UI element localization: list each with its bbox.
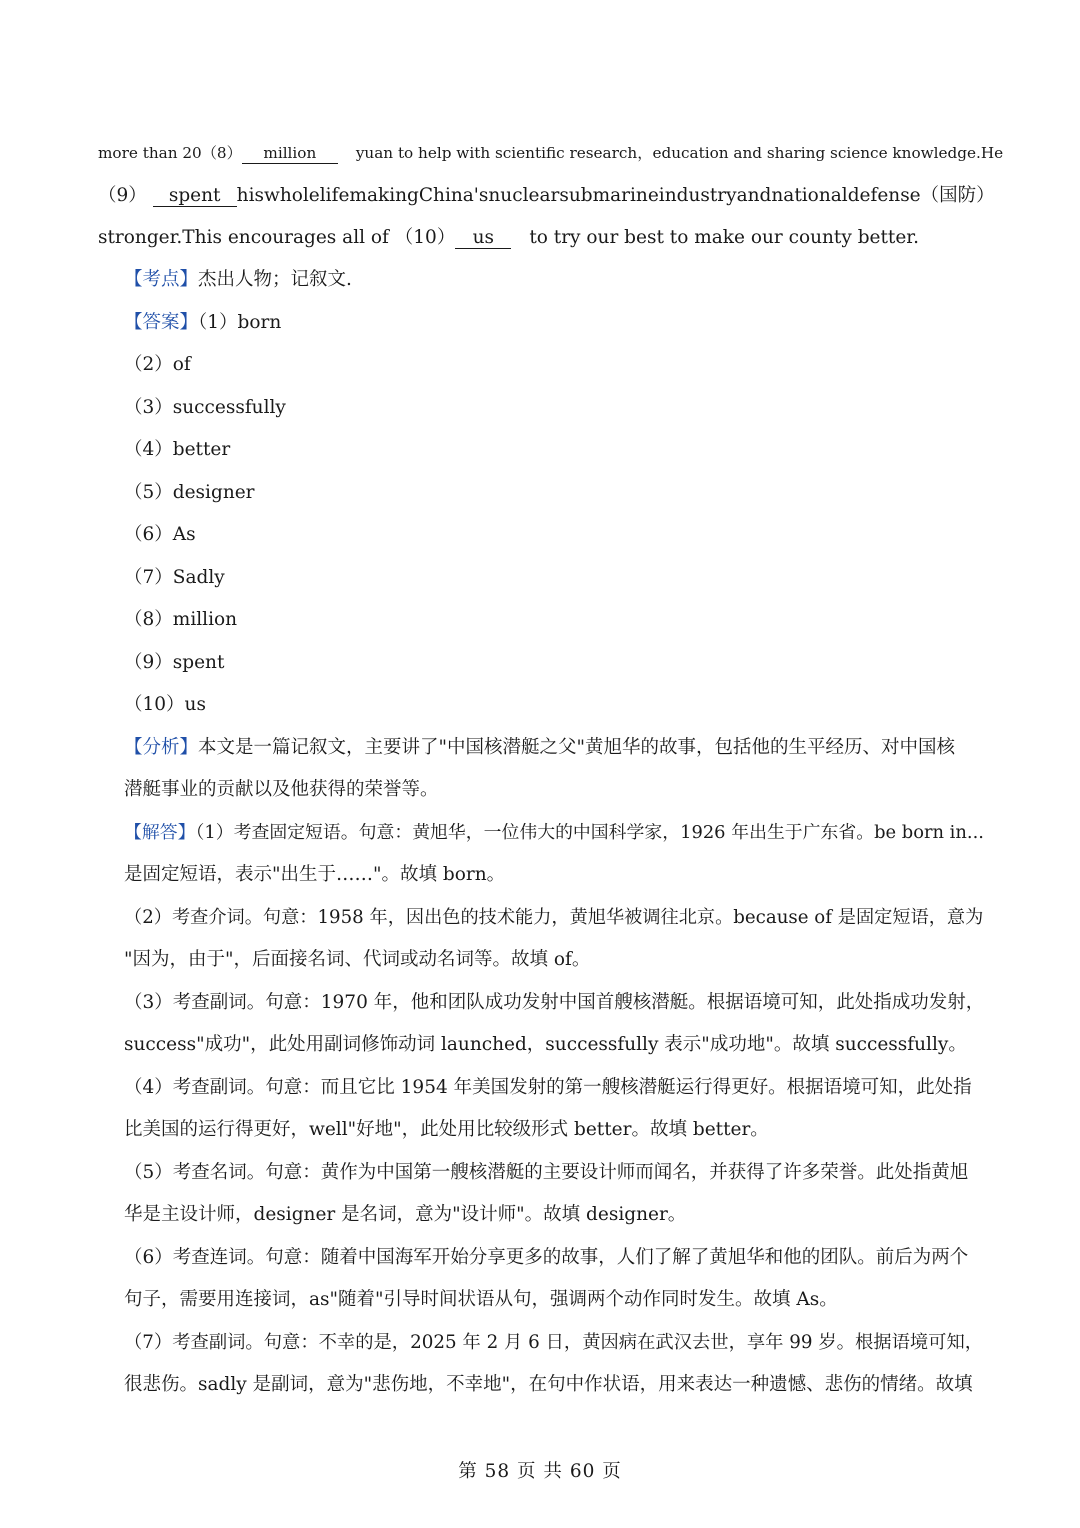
- solution-line: （7）考查副词。句意：不幸的是，2025 年 2 月 6 日，黄因病在武汉去世，享年 99 岁。根据语境可知，: [124, 1332, 984, 1353]
- solution-line: 华是主设计师，designer 是名词，意为"设计师"。故填 designer。: [124, 1204, 687, 1225]
- passage-line-1-pre: more than 20（8）: [98, 144, 242, 162]
- analysis-text: 本文是一篇记叙文，主要讲了"中国核潜艇之父"黄旭华的故事，包括他的生平经历、对中国核: [198, 737, 956, 758]
- solution-line: （3）考查副词。句意：1970 年，他和团队成功发射中国首艘核潜艇。根据语境可知，此处指成功发射，: [124, 992, 985, 1013]
- solution-line: （2）考查介词。句意：1958 年，因出色的技术能力，黄旭华被调往北京。because of 是固定短语，意为: [124, 907, 984, 928]
- solution-line: 是固定短语，表示"出生于……"。故填 born。: [124, 864, 506, 885]
- kaodian-section: [124, 267, 984, 293]
- word: submarine: [559, 185, 659, 206]
- word: national: [771, 185, 848, 206]
- page-footer: 第 58 页 共 60 页: [458, 1461, 622, 1482]
- solution-line: success"成功"，此处用副词修饰动词 launched，successfully 表示"成功地"。故填 successfully。: [124, 1034, 967, 1055]
- answer-item: （10）us: [124, 694, 206, 715]
- passage-line-1: [98, 140, 1004, 166]
- solution-line: [124, 820, 984, 846]
- kaodian-tag: 【考点】: [124, 269, 199, 290]
- answer-item: （3）successfully: [124, 397, 286, 418]
- kaodian-text: 杰出人物；记叙文.: [198, 269, 352, 290]
- answer-item: （4）better: [124, 439, 231, 460]
- word: his: [236, 185, 264, 206]
- passage-line-3-pre: stronger.This encourages all of （10）: [98, 227, 456, 248]
- analysis-line-1: [124, 735, 984, 761]
- solution-line: （4）考查副词。句意：而且它比 1954 年美国发射的第一艘核潜艇运行得更好。根据语境可知，此处指: [124, 1077, 972, 1098]
- blank-10: us: [455, 228, 511, 249]
- word: defense: [847, 185, 921, 206]
- analysis-tag: 【分析】: [124, 737, 199, 758]
- word: （国防）: [920, 185, 995, 206]
- word: industry: [658, 185, 737, 206]
- solution-line: 很悲伤。sadly 是副词，意为"悲伤地，不幸地"，在句中作状语，用来表达一种遗憾、悲伤的情绪。故填: [124, 1374, 973, 1395]
- solution-line: 句子，需要用连接词，as"随着"引导时间状语从句，强调两个动作同时发生。故填 As。: [124, 1289, 838, 1310]
- word: China's: [418, 185, 489, 206]
- word: whole: [264, 185, 320, 206]
- answer-item: （7）Sadly: [124, 567, 225, 588]
- blank-9-number: （9）: [98, 185, 147, 206]
- answer-item: （8）million: [124, 609, 238, 630]
- solution-line: （5）考查名词。句意：黄作为中国第一艘核潜艇的主要设计师而闻名，并获得了许多荣誉。此处指黄旭: [124, 1162, 969, 1183]
- passage-line-1-post: yuan to help with scientific research，education and sharing science knowledge.He: [355, 144, 1004, 162]
- analysis-line-2: 潜艇事业的贡献以及他获得的荣誉等。: [124, 779, 439, 800]
- solution-line: （6）考查连词。句意：随着中国海军开始分享更多的故事，人们了解了黄旭华和他的团队。前后为两个: [124, 1247, 969, 1268]
- passage-line-3: [98, 225, 984, 251]
- passage-line-3-post: to try our best to make our county better.: [529, 227, 920, 248]
- word: making: [349, 185, 419, 206]
- answer-item: （6）As: [124, 524, 196, 545]
- answer-header: [124, 310, 984, 336]
- solution-line: 比美国的运行得更好，well"好地"，此处用比较级形式 better。故填 better。: [124, 1119, 769, 1140]
- answer-item: （5）designer: [124, 482, 255, 503]
- word: life: [319, 185, 350, 206]
- word: and: [736, 185, 772, 206]
- answer-item: （1）born: [198, 312, 282, 333]
- word: nuclear: [488, 185, 560, 206]
- blank-8: million: [242, 143, 338, 164]
- solution-text: （1）考查固定短语。句意：黄旭华，一位伟大的中国科学家，1926 年出生于广东省。be born in...: [195, 822, 984, 843]
- blank-9: spent: [153, 186, 237, 207]
- passage-line-2: [98, 183, 995, 209]
- answer-item: （2）of: [124, 354, 191, 375]
- answer-tag: 【答案】: [124, 312, 199, 333]
- answer-item: （9）spent: [124, 652, 225, 673]
- solution-tag: 【解答】: [124, 822, 196, 843]
- solution-line: "因为，由于"，后面接名词、代词或动名词等。故填 of。: [124, 949, 591, 970]
- passage-line-2-lead: [98, 183, 237, 209]
